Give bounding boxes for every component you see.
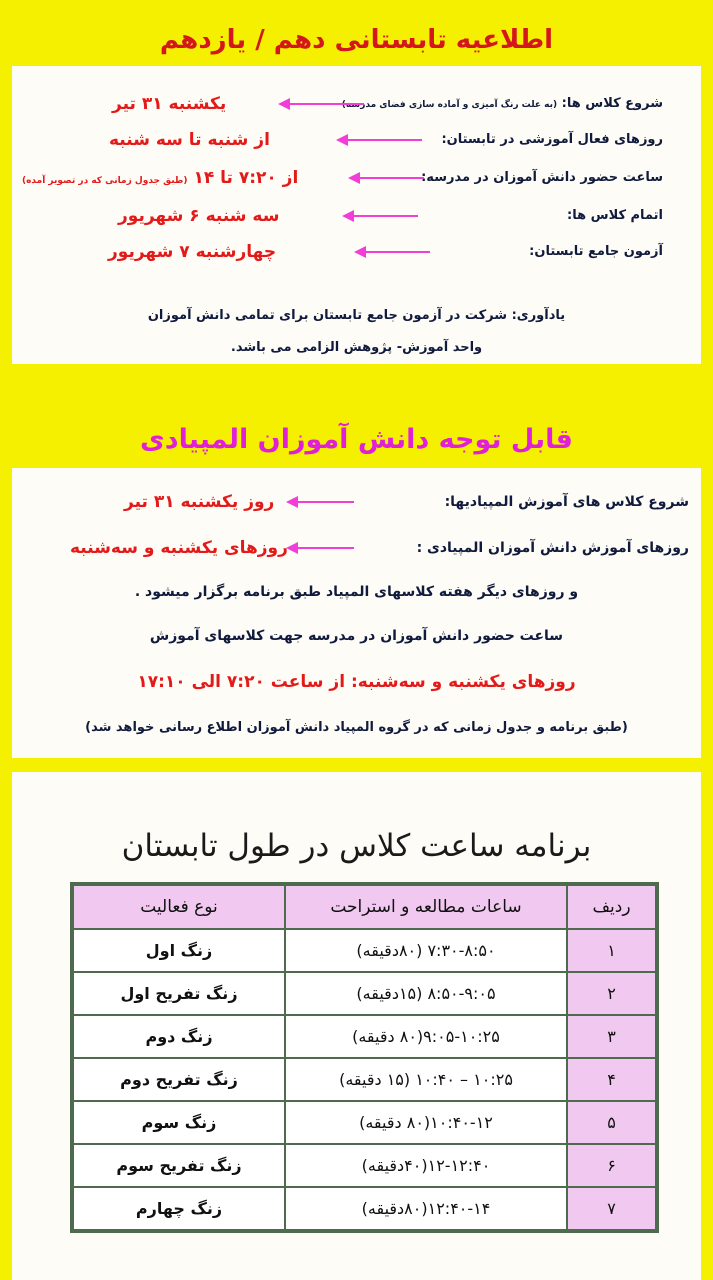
row-number: ۲ [567, 972, 656, 1015]
row-number: ۵ [567, 1101, 656, 1144]
info-label: روزهای آموزش دانش آموزان المپیادی : [416, 540, 689, 556]
table-row [73, 1187, 656, 1230]
row-activity: زنگ چهارم [73, 1187, 285, 1230]
table-row [73, 1101, 656, 1144]
olympiad-title: قابل توجه دانش آموزان المپیادی [140, 424, 573, 455]
olympiad-banner [0, 412, 713, 468]
info-label: اتمام کلاس ها: [567, 208, 663, 223]
row-activity: زنگ تفریح دوم [73, 1058, 285, 1101]
header-time: ساعات مطالعه و استراحت [285, 885, 567, 929]
row-activity: زنگ دوم [73, 1015, 285, 1058]
olympiad-row-start [12, 484, 701, 520]
header-activity: نوع فعالیت [73, 885, 285, 929]
table-row [73, 1015, 656, 1058]
row-activity: زنگ سوم [73, 1101, 285, 1144]
info-row-hours [12, 160, 701, 196]
reminder-line-1: یادآوری: شرکت در آزمون جامع تابستان برای تمامی دانش آموزان [147, 308, 566, 323]
info-label: روزهای فعال آموزشی در تابستان: [441, 132, 663, 147]
reminder-line-2: واحد آموزش- پژوهش الزامی می باشد. [230, 340, 483, 355]
olympiad-row-days [12, 530, 701, 566]
row-number: ۳ [567, 1015, 656, 1058]
table-row [73, 929, 656, 972]
arrow-icon [334, 122, 424, 158]
info-value: یکشنبه ۳۱ تیر [112, 94, 227, 114]
schedule-title: برنامه ساعت کلاس در طول تابستان [121, 828, 592, 864]
arrow-icon [346, 160, 426, 196]
info-value: از ۷:۲۰ تا ۱۴ (طبق جدول زمانی که در تصویر آمده) [22, 168, 299, 188]
row-activity: زنگ تفریح اول [73, 972, 285, 1015]
row-activity: زنگ اول [73, 929, 285, 972]
info-row-end [12, 198, 701, 234]
arrow-icon [340, 198, 420, 234]
arrow-icon [284, 530, 356, 566]
row-number: ۴ [567, 1058, 656, 1101]
arrow-icon [352, 234, 432, 270]
arrow-icon [284, 484, 356, 520]
schedule-table [70, 882, 659, 1233]
row-number: ۶ [567, 1144, 656, 1187]
info-value: سه شنبه ۶ شهریور [118, 206, 280, 226]
row-time: ۱۰:۴۰-۱۲(۸۰ دقیقه) [285, 1101, 567, 1144]
announcement-title: اطلاعیه تابستانی دهم / یازدهم [159, 25, 554, 55]
header-row-number: ردیف [567, 885, 656, 929]
info-row-days [12, 122, 701, 158]
olympiad-line-3: روزهای یکشنبه و سه‌شنبه: از ساعت ۷:۲۰ الی ۱۷:۱۰ [137, 672, 576, 692]
olympiad-line-1: و روزهای دیگر هفته کلاسهای المپیاد طبق برنامه برگزار میشود . [134, 584, 579, 600]
arrow-icon [276, 86, 366, 122]
olympiad-line-2: ساعت حضور دانش آموزان در مدرسه جهت کلاسهای آموزش [149, 628, 564, 644]
info-label: آزمون جامع تابستان: [529, 244, 663, 259]
info-value: چهارشنبه ۷ شهریور [108, 242, 277, 262]
row-activity: زنگ تفریح سوم [73, 1144, 285, 1187]
info-value: از شنبه تا سه شنبه [109, 130, 270, 150]
row-time: ۱۰:۲۵ – ۱۰:۴۰ (۱۵ دقیقه) [285, 1058, 567, 1101]
announcement-banner [0, 14, 713, 66]
row-number: ۷ [567, 1187, 656, 1230]
row-time: ۱۲:۴۰-۱۴(۸۰دقیقه) [285, 1187, 567, 1230]
info-label: ساعت حضور دانش آموزان در مدرسه: [421, 170, 663, 185]
table-header-row [73, 885, 656, 929]
olympiad-line-4: (طبق برنامه و جدول زمانی که در گروه المپیاد دانش آموزان اطلاع رسانی خواهد شد) [85, 720, 628, 735]
row-time: ۱۲-۱۲:۴۰(۴۰دقیقه) [285, 1144, 567, 1187]
row-time: ۸:۵۰-۹:۰۵ (۱۵دقیقه) [285, 972, 567, 1015]
info-row-start [12, 86, 701, 122]
table-row [73, 1144, 656, 1187]
info-label: شروع کلاس های آموزش المپیادیها: [444, 494, 689, 510]
info-label: شروع کلاس ها: (به علت رنگ آمیزی و آماده سازی فضای مدرسه) [341, 96, 663, 111]
info-value: روز یکشنبه ۳۱ تیر [124, 492, 275, 512]
row-time: ۹:۰۵-۱۰:۲۵(۸۰ دقیقه) [285, 1015, 567, 1058]
table-row [73, 972, 656, 1015]
info-row-exam [12, 234, 701, 270]
row-number: ۱ [567, 929, 656, 972]
row-time: ۷:۳۰-۸:۵۰ (۸۰دقیقه) [285, 929, 567, 972]
table-row [73, 1058, 656, 1101]
info-value: روزهای یکشنبه و سه‌شنبه [70, 538, 288, 558]
